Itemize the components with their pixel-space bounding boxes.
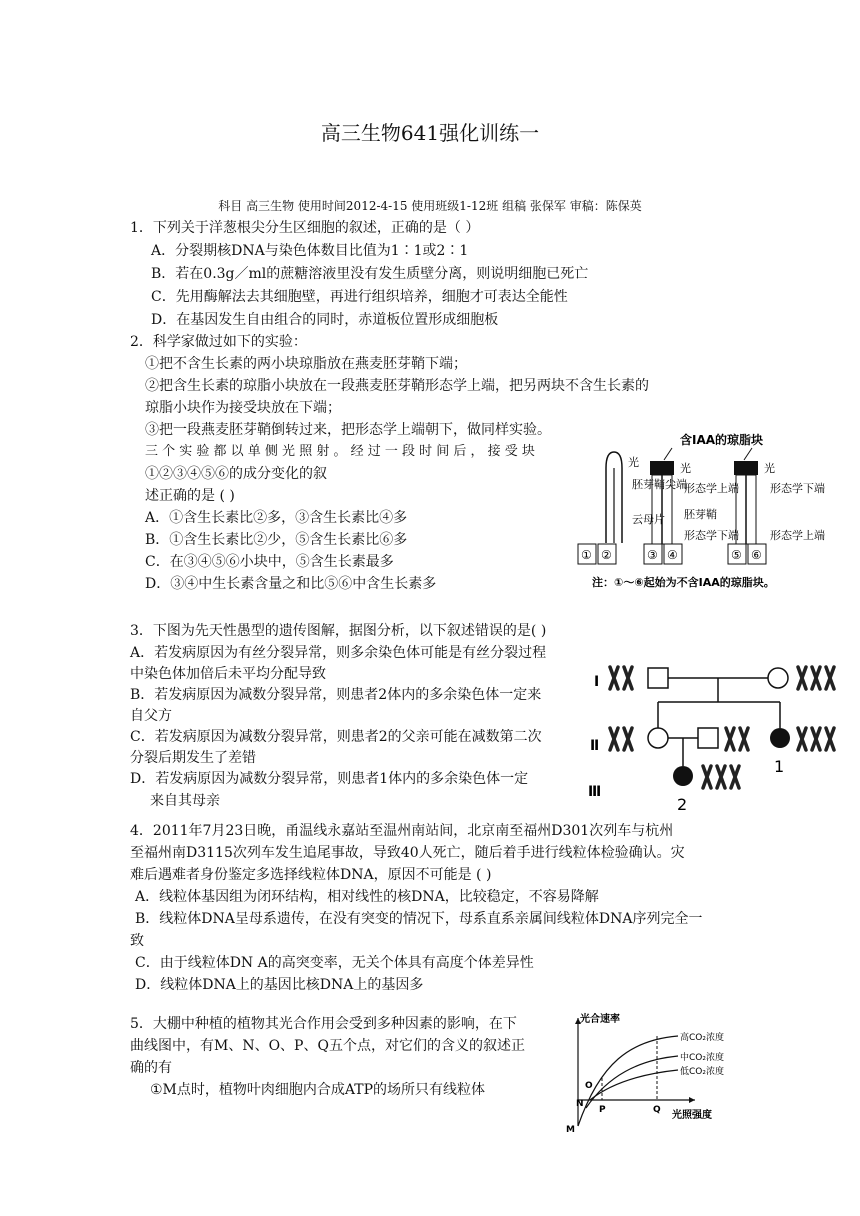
q1-option-c: C．先用酶解法去其细胞壁，再进行组织培养，细胞才可表达全能性 (151, 289, 568, 305)
gen1-male (648, 668, 668, 688)
q3-option-d-line1: D．若发病原因为减数分裂异常，则患者1体内的多余染色体一定 (130, 771, 529, 787)
point-p: P (599, 1105, 606, 1115)
box-1: ① (581, 548, 592, 562)
fig-mica-label: 云母片 (632, 513, 665, 526)
q2-option-a: A．①含生长素比②多，③含生长素比④多 (145, 510, 408, 526)
gen-III: Ⅲ (588, 784, 602, 800)
q3-stem: 3．下图为先天性愚型的遗传图解，据图分析，以下叙述错误的是( ) (130, 623, 547, 639)
q1-option-d: D．在基因发生自由组合的同时，赤道板位置形成细胞板 (151, 312, 499, 328)
q3-option-c-line1: C．若发病原因为减数分裂异常，则患者2的父亲可能在减数第二次 (130, 729, 542, 745)
fig-note: 注：①～⑥起始为不含IAA的琼脂块。 (592, 576, 775, 589)
q2-step4c: 述正确的是 ( ) (145, 488, 235, 504)
q1-option-b: B．若在0.3g／ml的蔗糖溶液里没有发生质壁分离，则说明细胞已死亡 (151, 266, 589, 282)
fig-upper-2: 形态学上端 (684, 482, 739, 495)
q3-option-c-line2: 分裂后期发生了差错 (130, 750, 256, 766)
q2-step2b: 琼脂小块作为接受块放在下端； (145, 400, 341, 416)
fig-light-1: 光 (628, 456, 639, 469)
point-m: M (566, 1125, 575, 1135)
fig-lower-3: 形态学下端 (770, 482, 825, 495)
document-meta: 科目 高三生物 使用时间2012-4-15 使用班级1-12班 组稿 张保军 审稿：陈保英 (218, 199, 642, 213)
patient-1-label: 1 (774, 757, 785, 776)
q4-line3: 难后遇难者身份鉴定多选择线粒体DNA，原因不可能是 ( ) (130, 867, 492, 883)
box-6: ⑥ (751, 548, 762, 562)
q1-stem: 1．下列关于洋葱根尖分生区细胞的叙述，正确的是（ ） (130, 220, 480, 236)
fig-upper-3: 形态学上端 (770, 529, 825, 542)
gen1-female (768, 668, 788, 688)
q2-option-b: B．①含生长素比②少，⑤含生长素比⑥多 (145, 532, 408, 548)
gen2-male (698, 728, 718, 748)
q2-step4b: ①②③④⑤⑥的成分变化的叙 (145, 466, 327, 482)
legend-high: 高CO₂浓度 (680, 1033, 724, 1043)
q4-line2: 至福州南D3115次列车发生追尾事故，导致40人死亡，随后着手进行线粒体检验确认。灾 (130, 845, 685, 861)
box-5: ⑤ (731, 548, 742, 562)
fig-coleoptile-label: 胚芽鞘 (684, 508, 717, 521)
box-4: ④ (667, 548, 678, 562)
page-title: 高三生物641强化训练一 (320, 121, 540, 145)
q5-line3: 确的有 (130, 1060, 172, 1076)
patient-2-label: 2 (677, 795, 688, 812)
patient-2 (673, 766, 693, 786)
q3-option-d-line2: 来自其母亲 (150, 793, 220, 809)
q4-option-d: D．线粒体DNA上的基因比核DNA上的基因多 (135, 977, 424, 993)
point-o: O (585, 1081, 593, 1091)
patient-1 (770, 728, 790, 748)
q4-option-b-line1: B．线粒体DNA呈母系遗传，在没有突变的情况下，母系直系亲属间线粒体DNA序列完全一 (135, 911, 703, 927)
q5-statement1: ①M点时，植物叶肉细胞内合成ATP的场所只有线粒体 (150, 1082, 485, 1098)
q4-option-b-line2: 致 (130, 933, 144, 949)
q2-step2a: ②把含生长素的琼脂小块放在一段燕麦胚芽鞘形态学上端，把另两块不含生长素的 (145, 378, 649, 394)
photosynthesis-graph (560, 1008, 760, 1136)
curve-high-co2 (578, 1036, 678, 1126)
q2-option-c: C．在③④⑤⑥小块中，⑤含生长素最多 (145, 554, 394, 570)
q5-line2: 曲线图中，有M、N、O、P、Q五个点，对它们的含义的叙述正 (130, 1038, 525, 1054)
q4-line1: 4．2011年7月23日晚，甬温线永嘉站至温州南站间，北京南至福州D301次列车与杭州 (130, 823, 674, 839)
q1-option-a: A．分裂期核DNA与染色体数目比值为1∶1或2∶1 (151, 243, 469, 259)
fig-lower-2: 形态学下端 (684, 529, 739, 542)
graph-ylabel: 光合速率 (580, 1014, 620, 1025)
point-n: N (576, 1099, 584, 1109)
q2-stem: 2．科学家做过如下的实验： (130, 334, 307, 350)
q3-option-b-line1: B．若发病原因为减数分裂异常，则患者2体内的多余染色体一定来 (130, 687, 542, 703)
fig-top-label: 含IAA的琼脂块 (680, 433, 764, 447)
q4-option-c: C．由于线粒体DN A的高突变率，无关个体具有高度个体差异性 (135, 955, 534, 971)
point-q: Q (653, 1105, 661, 1115)
q2-step3: ③把一段燕麦胚芽鞘倒转过来，把形态学上端朝下，做同样实验。 (145, 422, 551, 438)
gen2-female (648, 728, 668, 748)
pedigree-figure (588, 640, 850, 812)
q3-option-a-line1: A．若发病原因为有丝分裂异常，则多余染色体可能是有丝分裂过程 (130, 645, 547, 661)
gen-II: Ⅱ (590, 738, 600, 754)
legend-low: 低CO₂浓度 (680, 1067, 724, 1077)
q5-line1: 5．大棚中种植的植物其光合作用会受到多种因素的影响，在下 (130, 1016, 517, 1032)
auxin-experiment-figure (572, 428, 852, 594)
q4-option-a: A．线粒体基因组为闭环结构，相对线性的核DNA，比较稳定，不容易降解 (135, 889, 599, 905)
fig-light-3: 光 (764, 462, 775, 475)
graph-xlabel: 光照强度 (672, 1110, 712, 1121)
gen-I: Ⅰ (594, 674, 600, 690)
fig-tip-label: 胚芽鞘尖端 (632, 478, 687, 491)
box-3: ③ (647, 548, 658, 562)
legend-mid: 中CO₂浓度 (680, 1053, 724, 1063)
q3-option-b-line2: 自父方 (130, 708, 172, 724)
q2-option-d: D．③④中生长素含量之和比⑤⑥中含生长素多 (145, 576, 437, 592)
fig-light-2: 光 (680, 462, 691, 475)
q2-step1: ①把不含生长素的两小块琼脂放在燕麦胚芽鞘下端； (145, 356, 467, 372)
q3-option-a-line2: 中染色体加倍后未平均分配导致 (130, 666, 326, 682)
box-2: ② (601, 548, 612, 562)
q2-step4a: 三 个 实 验 都 以 单 侧 光 照 射 。 经 过 一 段 时 间 后 ， 接 受 块 (145, 444, 535, 459)
